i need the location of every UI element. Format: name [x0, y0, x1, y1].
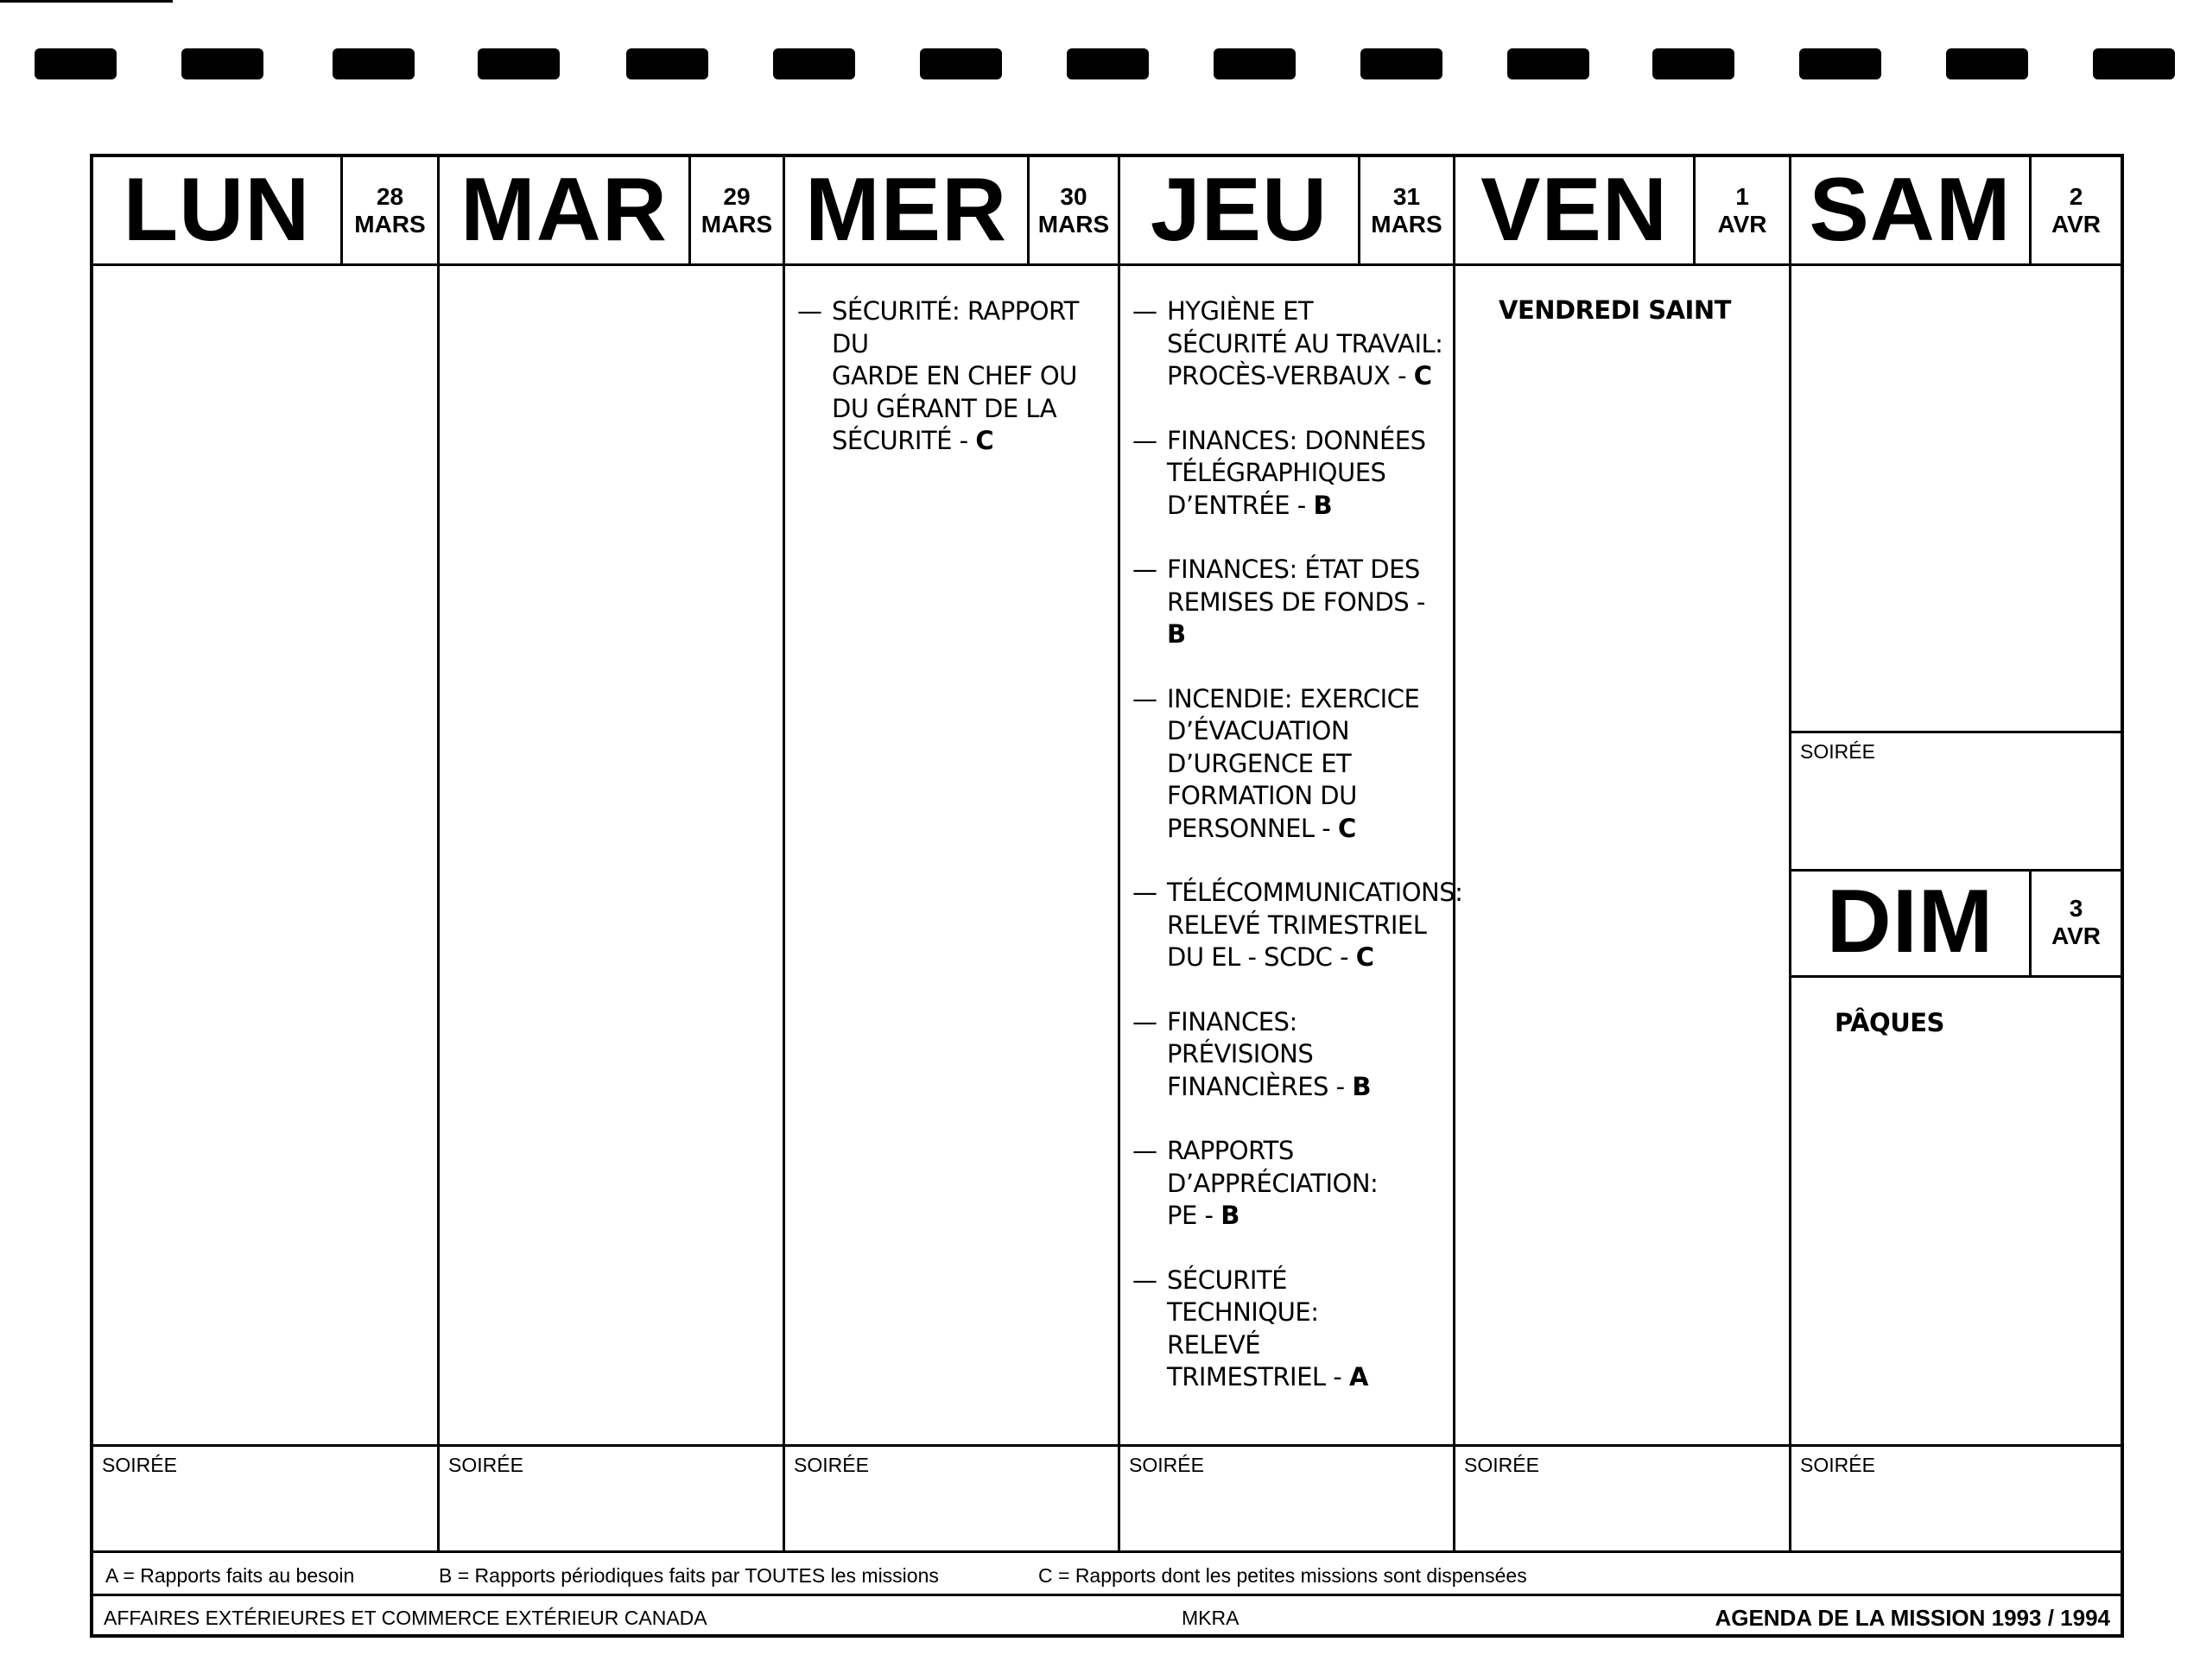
mer-entries — [797, 295, 1109, 490]
evening-box-lun — [93, 1447, 437, 1553]
agenda-entry — [1132, 554, 1444, 651]
column-lun — [93, 157, 437, 1548]
top-edge-line — [0, 0, 173, 3]
evening-label: SOIRÉE — [1464, 1454, 1539, 1476]
month-label: AVR — [2051, 210, 2102, 238]
report-code: C — [1413, 361, 1432, 390]
entry-text: SÉCURITÉ TECHNIQUE: RELEVÉ TRIMESTRIEL - A — [1167, 1265, 1368, 1392]
entry-text: SÉCURITÉ: RAPPORT DU GARDE EN CHEF OU DU GÉRANT DE LA SÉCURITÉ - C — [832, 296, 1079, 455]
report-code: B — [1220, 1201, 1239, 1230]
binding-punch-mark — [35, 48, 117, 79]
date-box — [2029, 157, 2121, 263]
day-number: 29 — [723, 182, 751, 210]
day-header-sam — [1791, 157, 2121, 266]
entry-dash: — — [797, 296, 822, 326]
report-code: B — [1352, 1071, 1371, 1101]
entry-dash: — — [1132, 1265, 1157, 1295]
month-label: MARS — [701, 210, 773, 238]
day-name: MAR — [460, 160, 668, 260]
binding-punch-mark — [2093, 48, 2175, 79]
entry-dash: — — [1132, 683, 1157, 713]
evening-box-jeu — [1118, 1447, 1453, 1553]
report-code: B — [1313, 490, 1333, 520]
entry-dash: — — [1132, 555, 1157, 584]
entry-text: RAPPORTS D’APPRÉCIATION: PE - B — [1167, 1136, 1379, 1230]
legend-b: B = Rapports périodiques faits par TOUTES les missions — [439, 1564, 939, 1587]
evening-label: SOIRÉE — [1800, 740, 1875, 763]
day-name: JEU — [1150, 160, 1328, 260]
entry-dash: — — [1132, 1136, 1157, 1165]
binding-punch-mark — [181, 48, 263, 79]
date-box — [688, 157, 783, 263]
entry-dash: — — [1132, 425, 1157, 455]
day-name: DIM — [1826, 872, 1994, 972]
day-header-dim — [1791, 869, 2121, 978]
date-box — [1358, 157, 1453, 263]
day-number: 1 — [1735, 182, 1749, 210]
evening-label: SOIRÉE — [1800, 1454, 1875, 1476]
agenda-entry — [1132, 1265, 1444, 1394]
evening-box-sam — [1791, 731, 2121, 872]
column-mar — [437, 157, 783, 1548]
entry-text: FINANCES: DONNÉES TÉLÉGRAPHIQUES D’ENTRÉE - B — [1167, 425, 1426, 520]
jeu-entries — [1132, 295, 1463, 1426]
day-number: 28 — [376, 182, 404, 210]
legend-a: A = Rapports faits au besoin — [105, 1564, 355, 1587]
date-box — [340, 157, 437, 263]
agenda-entry — [1132, 1135, 1444, 1233]
day-header-lun — [93, 157, 437, 266]
day-name: LUN — [123, 160, 311, 260]
day-number: 31 — [1392, 182, 1421, 210]
date-box — [1027, 157, 1118, 263]
report-code: C — [1337, 813, 1356, 843]
date-box — [1693, 157, 1789, 263]
month-label: MARS — [1371, 210, 1442, 238]
entry-text: HYGIÈNE ET SÉCURITÉ AU TRAVAIL: PROCÈS-VERBAUX - C — [1167, 296, 1443, 390]
column-jeu — [1118, 157, 1463, 1548]
report-code: C — [975, 426, 994, 455]
binding-strip — [0, 0, 2200, 104]
binding-punch-mark — [626, 48, 708, 79]
month-label: MARS — [1037, 210, 1110, 238]
evening-label: SOIRÉE — [794, 1454, 869, 1476]
binding-punch-mark — [1360, 48, 1442, 79]
column-mer — [783, 157, 1118, 1548]
agenda-entry — [1132, 1006, 1444, 1104]
month-label: MARS — [354, 210, 426, 238]
binding-punch-mark — [920, 48, 1002, 79]
legend-c: C = Rapports dont les petites missions sont dispensées — [1038, 1564, 1527, 1587]
month-label: AVR — [2051, 922, 2102, 949]
day-header-ven — [1455, 157, 1789, 266]
evening-box-ven — [1453, 1447, 1789, 1553]
agenda-entry — [797, 295, 1109, 458]
entry-text: FINANCES: ÉTAT DES REMISES DE FONDS - B — [1167, 555, 1425, 649]
entry-text: TÉLÉCOMMUNICATIONS: RELEVÉ TRIMESTRIEL DU EL - SCDC - C — [1167, 878, 1463, 972]
footer — [93, 1596, 2121, 1638]
binding-punch-mark — [1652, 48, 1734, 79]
date-box — [2029, 869, 2121, 975]
evening-label: SOIRÉE — [1129, 1454, 1204, 1476]
binding-punch-mark — [773, 48, 855, 79]
column-sam-dim — [1789, 157, 2121, 1548]
evening-label: SOIRÉE — [448, 1454, 523, 1476]
day-header-mer — [785, 157, 1118, 266]
agenda-entry — [1132, 877, 1463, 974]
footer-department: AFFAIRES EXTÉRIEURES ET COMMERCE EXTÉRIEUR CANADA — [104, 1607, 707, 1629]
entry-dash: — — [1132, 878, 1157, 907]
binding-punch-mark — [478, 48, 560, 79]
binding-punch-mark — [333, 48, 415, 79]
day-number: 30 — [1060, 182, 1087, 210]
day-header-jeu — [1120, 157, 1453, 266]
day-header-mar — [440, 157, 783, 266]
day-number: 2 — [2069, 182, 2083, 210]
month-label: AVR — [1717, 210, 1767, 238]
binding-punch-mark — [1067, 48, 1149, 79]
legend-row — [93, 1553, 2121, 1596]
agenda-entry — [1132, 295, 1444, 393]
day-number: 3 — [2069, 894, 2083, 922]
entry-dash: — — [1132, 296, 1157, 326]
evening-box-mar — [437, 1447, 783, 1553]
holiday-label-ven: VENDREDI SAINT — [1499, 295, 1731, 325]
holiday-label-dim: PÂQUES — [1835, 1008, 1944, 1037]
binding-punch-mark — [1799, 48, 1881, 79]
entry-dash: — — [1132, 1006, 1157, 1037]
report-code: C — [1355, 942, 1374, 972]
day-name: SAM — [1809, 160, 2012, 260]
day-name: VEN — [1480, 160, 1668, 260]
agenda-entry — [1132, 425, 1444, 523]
report-code: A — [1348, 1362, 1368, 1392]
footer-agenda-title: AGENDA DE LA MISSION 1993 / 1994 — [1715, 1605, 2110, 1631]
evening-box-dim — [1789, 1447, 2121, 1553]
binding-punch-mark — [1507, 48, 1589, 79]
entry-text: FINANCES: PRÉVISIONS FINANCIÈRES - B — [1167, 1006, 1371, 1101]
report-code: B — [1167, 619, 1186, 649]
entry-text: INCENDIE: EXERCICE D’ÉVACUATION D’URGENCE ET FORMATION DU PERSONNEL - C — [1167, 683, 1420, 843]
footer-code: MKRA — [1182, 1607, 1239, 1629]
column-ven — [1453, 157, 1789, 1548]
agenda-entry — [1132, 683, 1444, 846]
evening-box-mer — [783, 1447, 1118, 1553]
evening-label: SOIRÉE — [102, 1454, 177, 1476]
day-name: MER — [804, 160, 1008, 260]
binding-punch-mark — [1214, 48, 1296, 79]
binding-punch-mark — [1946, 48, 2028, 79]
evening-row — [93, 1444, 2121, 1553]
weekly-calendar — [90, 154, 2124, 1638]
